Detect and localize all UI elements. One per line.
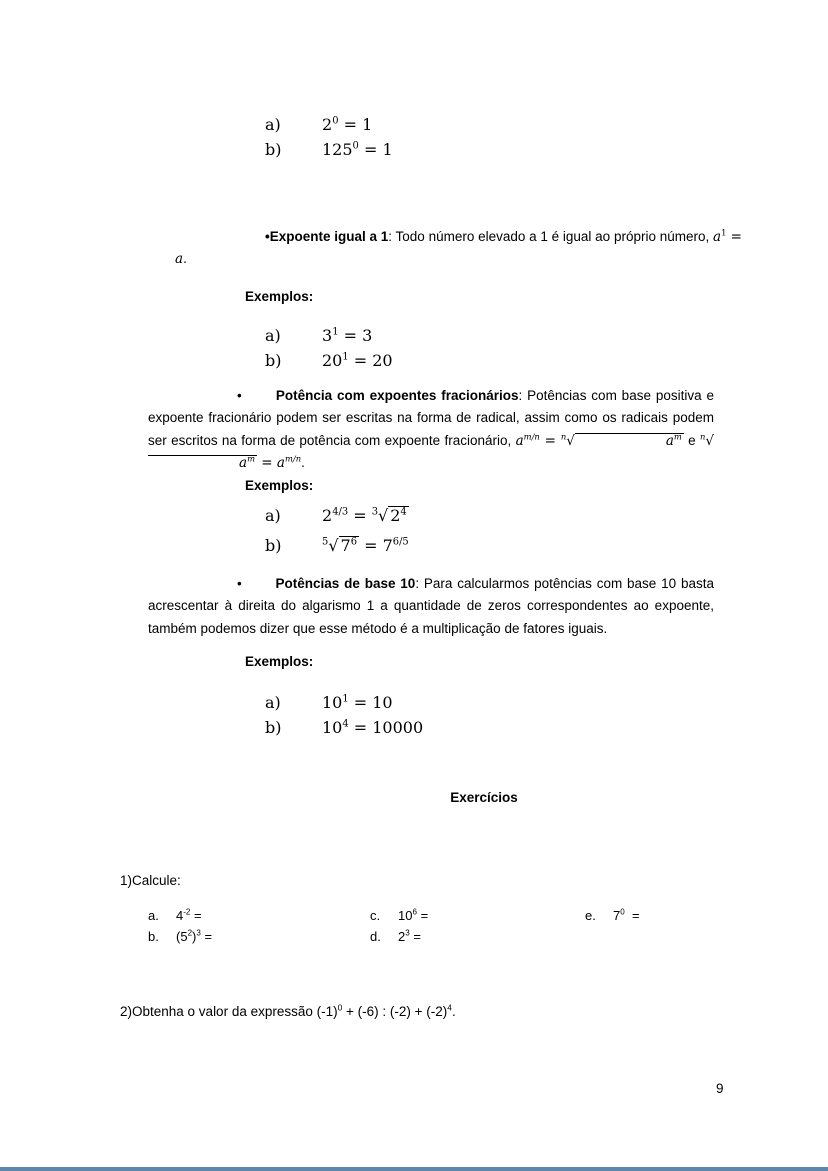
example-ten-a [265, 693, 393, 712]
exercise-expression: $2^3$ = [398, 928, 421, 944]
math-expression: $10^4 = 10000$ [322, 718, 424, 737]
math-expression: $20^1 = 20$ [322, 351, 393, 370]
math-expression: $2^{4/3} = ^3√$ $2^4$ [322, 506, 407, 525]
bottom-rule [0, 1167, 828, 1171]
example-zero-a [265, 115, 372, 134]
exercise-1-label: 1)Calcule: [120, 873, 181, 888]
paragraph-fractional-exponents: • Potência com expoentes fracionários: Potências com base positiva e expoente fracionário podem ser escritas na forma de radical, assim como os radicais podem ser escritos na forma de potência com expoente fracionário, $a^{m/n} = ^n√$ $a^m$ e $^n√a^m = a^{m/n}$. [148, 388, 714, 472]
math-expression: $125^0 = 1$ [322, 140, 393, 159]
example-item-label: b) [265, 718, 282, 737]
exercise-item-d [370, 929, 421, 944]
exemplos-heading-1: Exemplos: [245, 289, 314, 304]
page-number: 9 [716, 1081, 724, 1096]
exercise-expression: $(5^2)^3$ = [176, 928, 213, 944]
exercise-item-letter: c. [370, 908, 381, 923]
exercise-item-letter: a. [148, 908, 159, 923]
exercise-item-a [148, 908, 202, 923]
math-expression: $^5$√ $7^6 = 7^{6/5}$ [322, 536, 409, 555]
example-one-a [265, 326, 372, 345]
math-expression: $10^1 = 10$ [322, 693, 393, 712]
exemplos-heading-2: Exemplos: [245, 478, 314, 493]
exercises-title: Exercícios [450, 790, 518, 805]
example-item-label: b) [265, 140, 282, 159]
exercise-expression: $4^{-2}$ = [176, 907, 202, 923]
exercise-item-letter: e. [585, 908, 596, 923]
math-expression: $2^0 = 1$ [322, 115, 373, 134]
paragraph-base-ten: • Potências de base 10: Para calcularmos potências com base 10 basta acrescentar à direita do algarismo 1 a quantidade de zeros correspondentes ao expoente, também podemos dizer que esse método é a multiplicação de fatores iguais. [148, 576, 714, 636]
paragraph-exponent-one: •Expoente igual a 1: Todo número elevado a 1 é igual ao próprio número, $a^1 = a$. [175, 227, 742, 268]
example-item-label: b) [265, 351, 282, 370]
example-item-label: a) [265, 506, 281, 525]
example-item-label: a) [265, 115, 281, 134]
exercise-item-e [585, 908, 640, 923]
exercise-expression: $10^6$ = [398, 907, 429, 923]
exercise-item-letter: b. [148, 929, 159, 944]
example-ten-b [265, 718, 423, 737]
example-item-label: b) [265, 536, 282, 555]
example-zero-b [265, 140, 393, 159]
example-item-label: a) [265, 326, 281, 345]
exemplos-heading-3: Exemplos: [245, 654, 314, 669]
example-frac-b [265, 536, 409, 555]
example-one-b [265, 351, 393, 370]
math-expression: $3^1 = 3$ [322, 326, 373, 345]
exercise-item-c [370, 908, 428, 923]
exercise-expression: $7^0$ = [613, 907, 640, 923]
example-frac-a [265, 506, 409, 525]
exercise-2-text: 2)Obtenha o valor da expressão $(-1)^0 + (-6)$ : $(-2) + (-2)^4$. [120, 1002, 456, 1019]
exercise-item-letter: d. [370, 929, 381, 944]
exercise-item-b [148, 929, 212, 944]
example-item-label: a) [265, 693, 281, 712]
